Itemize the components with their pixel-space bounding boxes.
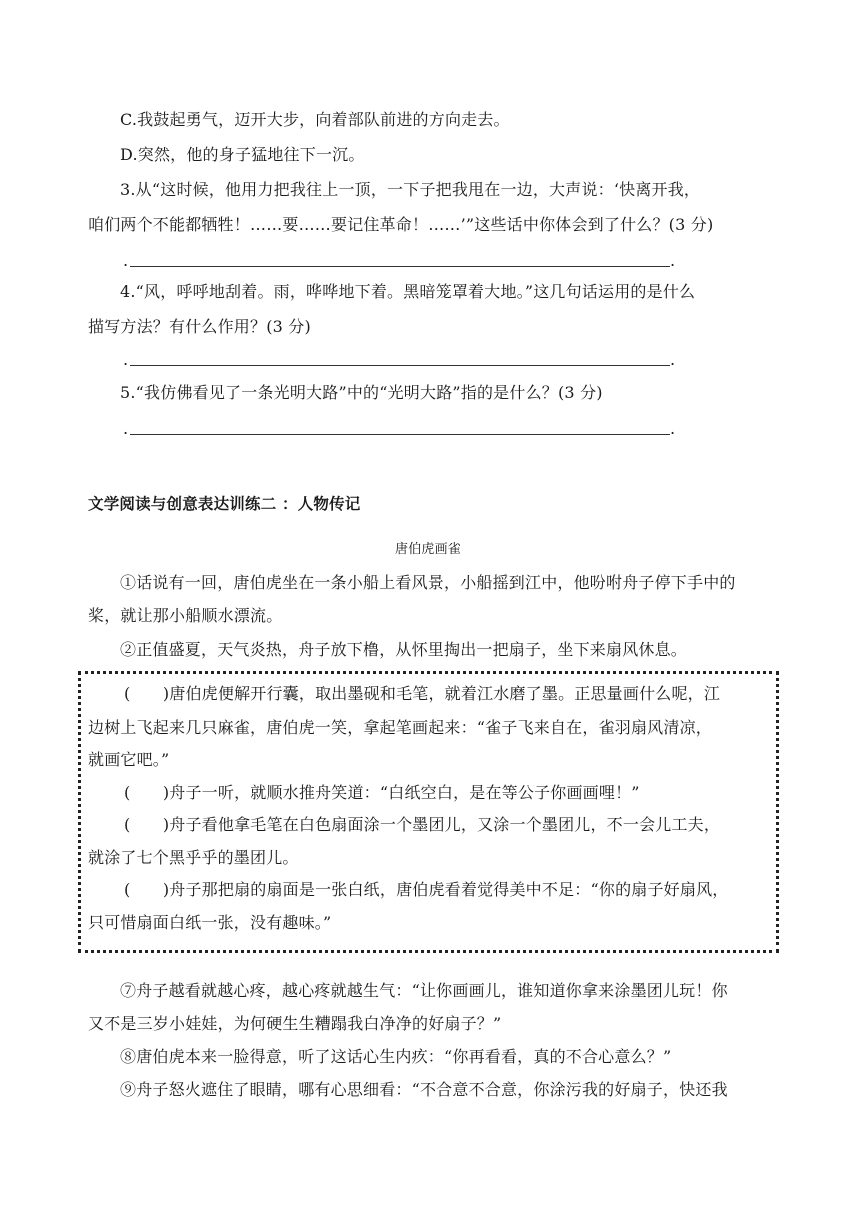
paragraph-1-line-1: ①话说有一回，唐伯虎坐在一条小船上看风景，小船摇到江中，他吩咐舟子停下手中的 [120,573,736,592]
option-c: C.我鼓起勇气，迈开大步，向着部队前进的方向走去。 [120,110,510,129]
ordering-item-c-line-2: 就涂了七个黑乎乎的墨团儿。 [88,848,299,867]
answer-4-blank[interactable] [130,365,670,366]
ordering-item-a-line-1[interactable]: ( )唐伯虎便解开行囊，取出墨砚和毛笔，就着江水磨了墨。正思量画什么呢，江 [124,684,721,703]
answer-3-period: . [670,251,676,270]
answer-5-dot: . [123,419,129,438]
question-4-line-2: 描写方法？有什么作用？(3 分) [88,317,311,336]
answer-4-dot: . [123,350,129,369]
ordering-item-a-line-2: 边树上飞起来几只麻雀，唐伯虎一笑，拿起笔画起来：“雀子飞来自在，雀羽扇风清凉， [88,718,712,737]
ordering-item-d-line-1[interactable]: ( )舟子那把扇的扇面是一张白纸，唐伯虎看着觉得美中不足：“你的扇子好扇风， [124,880,729,899]
paragraph-9: ⑨舟子怒火遮住了眼睛，哪有心思细看：“不合意不合意，你涂污我的好扇子，快还我 [120,1080,728,1099]
question-5: 5.“我仿佛看见了一条光明大路”中的“光明大路”指的是什么？(3 分) [120,383,603,402]
paragraph-7-line-1: ⑦舟子越看就越心疼，越心疼就越生气：“让你画画儿，谁知道你拿来涂墨团儿玩！你 [120,981,728,1000]
section-heading: 文学阅读与创意表达训练二 ：人物传记 [88,495,361,513]
option-d: D.突然，他的身子猛地往下一沉。 [120,145,365,164]
question-3-line-1: 3.从“这时候，他用力把我往上一顶，一下子把我甩在一边，大声说：‘快离开我， [120,180,701,199]
paragraph-8: ⑧唐伯虎本来一脸得意，听了这话心生内疚：“你再看看，真的不合心意么？” [120,1047,672,1066]
answer-5-blank[interactable] [130,434,670,435]
answer-4-period: . [670,350,676,369]
question-4-line-1: 4.“风，呼呼地刮着。雨，哗哗地下着。黑暗笼罩着大地。”这几句话运用的是什么 [120,282,696,301]
paragraph-7-line-2: 又不是三岁小娃娃，为何硬生生糟蹋我白净净的好扇子？” [88,1014,502,1033]
answer-3-blank[interactable] [130,266,670,267]
story-title: 唐伯虎画雀 [395,542,462,557]
paragraph-1-line-2: 桨，就让那小船顺水漂流。 [88,606,283,625]
ordering-item-d-line-2: 只可惜扇面白纸一张，没有趣味。” [88,913,332,932]
ordering-item-a-line-3: 就画它吧。” [88,750,170,769]
question-3-line-2: 咱们两个不能都牺牲！……要……要记住革命！……’”这些话中你体会到了什么？(3 分) [88,215,714,234]
paragraph-2: ②正值盛夏，天气炎热，舟子放下橹，从怀里掏出一把扇子，坐下来扇风休息。 [120,640,688,659]
answer-5-period: . [670,419,676,438]
ordering-item-b[interactable]: ( )舟子一听，就顺水推舟笑道：“白纸空白，是在等公子你画画哩！” [124,783,640,802]
ordering-item-c-line-1[interactable]: ( )舟子看他拿毛笔在白色扇面涂一个墨团儿，又涂一个墨团儿，不一会儿工夫， [124,815,721,834]
answer-3-dot: . [123,251,129,270]
